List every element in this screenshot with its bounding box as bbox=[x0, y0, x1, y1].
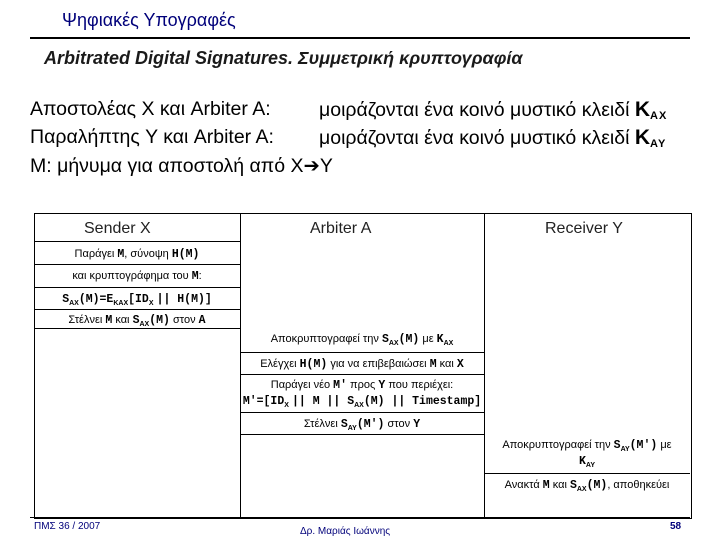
arbiter-r2-mid: για να επιβεβαιώσει bbox=[330, 358, 427, 370]
footer-course: ΠΜΣ 36 / 2007 bbox=[34, 521, 101, 532]
sender-row-4 bbox=[34, 314, 240, 328]
arbiter-row-rule-4 bbox=[240, 434, 484, 435]
arbiter-r3-pre: Παράγει νέο bbox=[270, 379, 331, 391]
arbiter-row-4 bbox=[240, 395, 484, 409]
sender-row-rule-3 bbox=[34, 309, 240, 310]
sender-row-2 bbox=[34, 270, 240, 283]
arbiter-row-rule-2 bbox=[240, 374, 484, 375]
key-kax bbox=[635, 98, 667, 121]
intro-line-3-end: Y bbox=[319, 155, 333, 177]
sender-r3-id: [ID bbox=[128, 293, 149, 306]
arbiter-r3-mid: προς bbox=[350, 379, 376, 391]
receiver-row-2 bbox=[484, 455, 690, 469]
sender-r1-m: M bbox=[117, 248, 125, 261]
intro-line-1-text: μοιράζονται ένα κοινό μυστικό κλειδί bbox=[319, 99, 630, 121]
sender-r2-pre: και κρυπτογράφημα του bbox=[72, 270, 189, 282]
header-arbiter: Arbiter A bbox=[310, 220, 372, 237]
arbiter-row-5 bbox=[240, 418, 484, 432]
arbiter-r5-sm: (M') bbox=[356, 418, 385, 431]
arbiter-row-3 bbox=[240, 379, 484, 392]
sender-r1-pre: Παράγει bbox=[74, 248, 115, 260]
sender-row-rule-1 bbox=[34, 264, 240, 265]
arbiter-r5-s-sub: AY bbox=[347, 425, 357, 433]
sender-row-1 bbox=[34, 248, 240, 261]
intro-line-1-right bbox=[319, 98, 667, 122]
receiver-r3-post: , αποθηκεύει bbox=[607, 479, 670, 491]
slide-subtitle: Arbitrated Digital Signatures. Συμμετρική κρυπτογραφία bbox=[44, 48, 523, 68]
intro-line-1 bbox=[30, 98, 668, 122]
intro-line-1-left: Αποστολέας X και Arbiter A: bbox=[30, 98, 271, 120]
sender-r2-post: : bbox=[198, 270, 202, 282]
arbiter-row-rule-3 bbox=[240, 412, 484, 413]
arbiter-r2-and: και bbox=[439, 358, 454, 370]
arbiter-r3-y: Y bbox=[378, 379, 386, 392]
key-kay-sub: AY bbox=[650, 138, 667, 150]
arbiter-r1-s: S bbox=[381, 333, 389, 346]
intro-line-2-left: Παραλήπτης Y και Arbiter A: bbox=[30, 126, 274, 148]
sender-r3-s-sub: AX bbox=[69, 300, 79, 308]
arbiter-r1-with: με bbox=[422, 333, 434, 345]
receiver-r3-s: S bbox=[569, 479, 577, 492]
arbiter-r4-b: || M || S bbox=[291, 395, 355, 408]
receiver-r3-pre: Ανακτά bbox=[504, 479, 540, 491]
arbiter-r3-post: που περιέχει: bbox=[388, 379, 454, 391]
receiver-row-1 bbox=[484, 439, 690, 453]
arbiter-r1-sm: (M) bbox=[398, 333, 420, 346]
arbiter-r2-pre: Ελέγχει bbox=[260, 358, 297, 370]
receiver-r1-with: με bbox=[660, 439, 672, 451]
intro-line-2 bbox=[30, 126, 667, 150]
receiver-row-rule-1 bbox=[484, 473, 690, 474]
sender-row-rule-0 bbox=[34, 241, 240, 242]
arbiter-r4-b-sub: AX bbox=[354, 402, 364, 410]
key-kax-sub: AX bbox=[650, 110, 668, 122]
intro-line-2-text: μοιράζονται ένα κοινό μυστικό κλειδί bbox=[319, 127, 630, 149]
footer-author: Δρ. Μαριάς Ιωάννης bbox=[300, 526, 391, 537]
key-kax-letter: K bbox=[634, 98, 651, 121]
sender-r4-s-sub: AX bbox=[139, 321, 150, 329]
header-sender: Sender X bbox=[84, 220, 151, 237]
key-kay bbox=[635, 126, 666, 149]
key-kay-letter: K bbox=[634, 126, 651, 149]
sender-r3-end: || H(M)] bbox=[156, 293, 212, 306]
footer-divider bbox=[30, 517, 690, 518]
slide-title: Ψηφιακές Υπογραφές bbox=[62, 10, 236, 30]
intro-line-3 bbox=[30, 154, 333, 178]
arbiter-r5-pre: Στέλνει bbox=[303, 418, 338, 430]
arbiter-r2-m: M bbox=[429, 358, 437, 371]
sender-r4-and: και bbox=[115, 314, 130, 326]
arbiter-r5-s: S bbox=[340, 418, 348, 431]
sender-r3-mid: (M)=E bbox=[78, 293, 114, 306]
arbiter-r4-a-sub: X bbox=[284, 402, 289, 410]
arbiter-row-1 bbox=[240, 333, 484, 347]
sender-r4-to: στον bbox=[172, 314, 196, 326]
sender-row-rule-4 bbox=[34, 328, 240, 329]
sender-row-rule-2 bbox=[34, 287, 240, 288]
receiver-r3-s-sub: AX bbox=[576, 486, 587, 494]
page-number: 58 bbox=[670, 521, 682, 532]
sender-r3-e-sub: KAX bbox=[113, 300, 129, 308]
sender-r1-mid: , σύνοψη bbox=[124, 248, 169, 260]
arbiter-r2-hm: H(M) bbox=[299, 358, 328, 371]
sender-r4-sm: (M) bbox=[149, 314, 170, 327]
arbiter-r1-k-sub: AX bbox=[443, 340, 454, 348]
sender-r1-hm: H(M) bbox=[171, 248, 200, 261]
arbiter-r4-c: (M) || Timestamp] bbox=[363, 395, 482, 408]
arbiter-r5-to: στον bbox=[387, 418, 411, 430]
arbiter-r1-k: K bbox=[436, 333, 444, 346]
receiver-r1-s: S bbox=[613, 439, 621, 452]
arbiter-r4-a: M'=[ID bbox=[242, 395, 285, 408]
receiver-r3-m: M bbox=[542, 479, 550, 492]
title-divider bbox=[30, 37, 690, 39]
receiver-r3-sm: (M) bbox=[586, 479, 608, 492]
receiver-r3-and: και bbox=[552, 479, 567, 491]
arbiter-r5-y: Y bbox=[413, 418, 421, 431]
arbiter-row-rule-1 bbox=[240, 352, 484, 353]
arbiter-r1-pre: Αποκρυπτογραφεί την bbox=[270, 333, 379, 345]
receiver-r2-k-sub: AY bbox=[585, 462, 595, 470]
receiver-row-3 bbox=[484, 479, 690, 493]
sender-r4-a: A bbox=[198, 314, 206, 327]
sender-r4-pre: Στέλνει bbox=[68, 314, 103, 326]
receiver-r1-sm: (M') bbox=[629, 439, 658, 452]
receiver-r2-k: K bbox=[579, 455, 586, 468]
sender-r4-s: S bbox=[132, 314, 140, 327]
sender-row-3 bbox=[34, 293, 240, 307]
right-arrow-icon: ➔ bbox=[303, 155, 320, 177]
arbiter-r2-x: X bbox=[456, 358, 464, 371]
sender-r2-m: M bbox=[191, 270, 199, 283]
intro-line-2-right bbox=[319, 126, 666, 150]
arbiter-r1-s-sub: AX bbox=[388, 340, 399, 348]
receiver-r1-s-sub: AY bbox=[620, 446, 630, 454]
arbiter-r3-m: M' bbox=[333, 379, 347, 392]
receiver-r1-pre: Αποκρυπτογραφεί την bbox=[502, 439, 611, 451]
sender-r4-m: M bbox=[105, 314, 113, 327]
sender-r3-id-sub: X bbox=[148, 300, 154, 308]
sender-r3-s: S bbox=[62, 293, 70, 306]
intro-line-3-text: M: μήνυμα για αποστολή από X bbox=[30, 155, 304, 177]
header-receiver: Receiver Y bbox=[545, 220, 623, 237]
arbiter-row-2 bbox=[240, 358, 484, 371]
